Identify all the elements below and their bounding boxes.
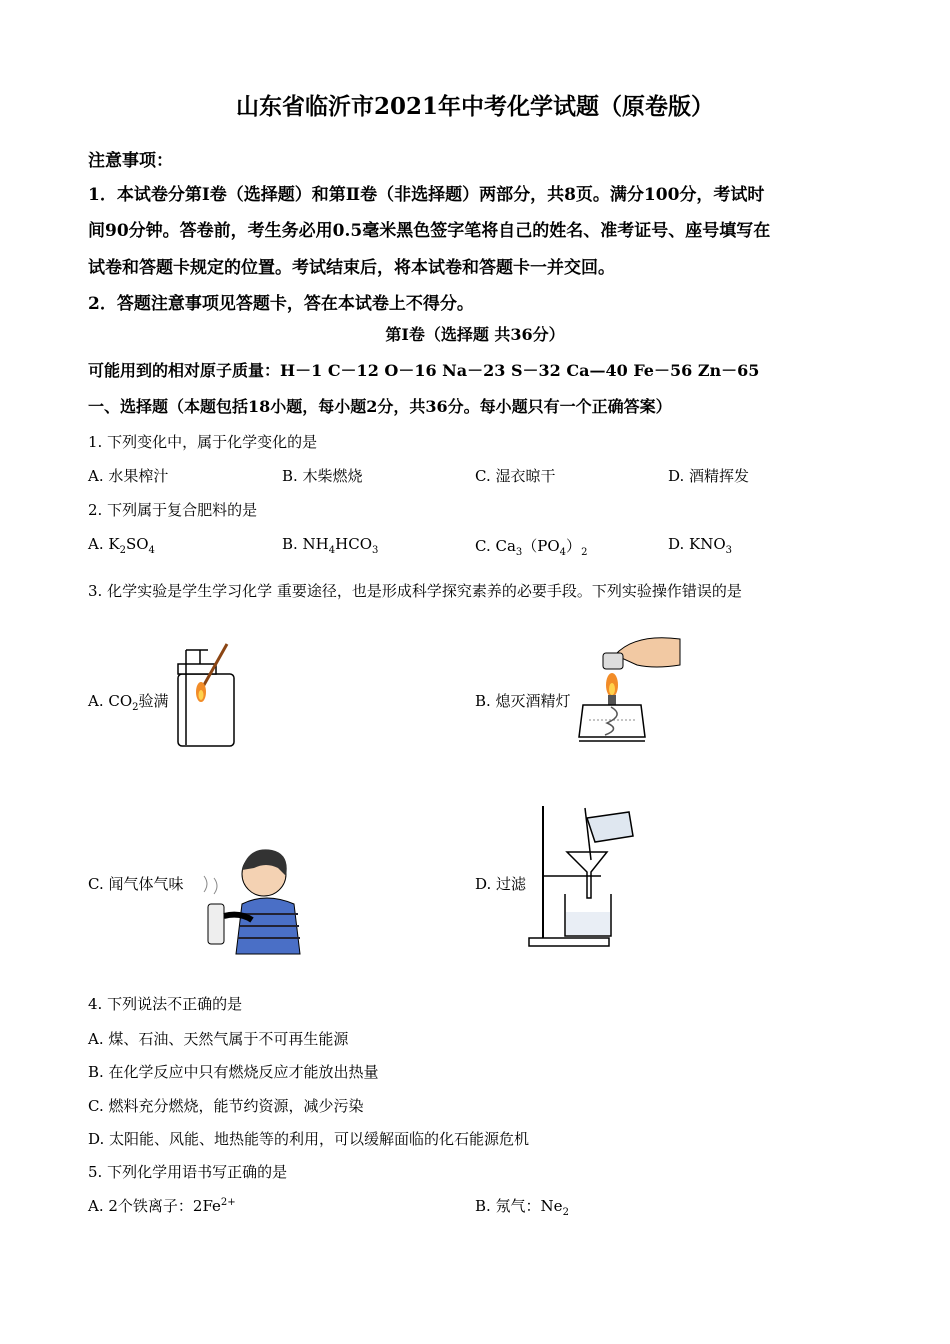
alcohol-lamp-figure <box>575 625 685 750</box>
q1-option-d: D. 酒精挥发 <box>668 467 750 485</box>
q5-stem: 5. 下列化学用语书写正确的是 <box>88 1163 288 1181</box>
q2-option-a: A. $K_2SO_4$ <box>88 535 155 556</box>
q1-option-c: C. 湿衣晾干 <box>475 467 556 485</box>
notice-item2: 2．答题注意事项见答题卡，答在本试卷上不得分。 <box>88 294 474 314</box>
q2-option-b: B. $NH_4HCO_3$ <box>282 535 379 556</box>
part1-heading: 一、选择题（本题包括18小题，每小题2分，共36分。每小题只有一个正确答案） <box>88 397 672 416</box>
notice-item1-line3: 试卷和答题卡规定的位置。考试结束后，将本试卷和答题卡一并交回。 <box>88 258 615 278</box>
notice-item1-line2: 间90分钟。答卷前，考生务必用0.5毫米黑色签字笔将自己的姓名、准考证号、座号填写在 <box>88 221 771 241</box>
q4-option-a: A. 煤、石油、天然气属于不可再生能源 <box>88 1030 349 1048</box>
co2-bottle-figure <box>172 640 242 750</box>
q2-option-d: D. $KNO_3$ <box>668 535 733 556</box>
filtration-figure <box>525 798 645 952</box>
q4-option-d: D. 太阳能、风能、地热能等的利用，可以缓解面临的化石能源危机 <box>88 1130 530 1148</box>
q3-option-d: D. 过滤 <box>475 875 527 893</box>
q1-option-a: A. 水果榨汁 <box>88 467 169 485</box>
q3-option-a: A. $CO_2$验满 <box>88 692 169 713</box>
section1-title: 第Ⅰ卷（选择题 共36分） <box>385 325 565 344</box>
atomic-masses: 可能用到的相对原子质量：H－1 C－12 O－16 Na－23 S－32 Ca—40 Fe－56 Zn－65 <box>88 361 760 380</box>
notice-item1-line1: 1．本试卷分第Ⅰ卷（选择题）和第Ⅱ卷（非选择题）两部分，共8页。满分100分，考试时 <box>88 185 765 205</box>
q3-option-b: B. 熄灭酒精灯 <box>475 692 571 710</box>
q1-stem: 1. 下列变化中，属于化学变化的是 <box>88 433 318 451</box>
q5-option-a: A. 2个铁离子：$2Fe^{2+}$ <box>88 1197 236 1215</box>
q2-option-c: C. $Ca_3(PO_4)_2$ <box>475 537 588 558</box>
q3-option-c: C. 闻气体气味 <box>88 875 184 893</box>
q1-option-b: B. 木柴燃烧 <box>282 467 363 485</box>
notice-heading: 注意事项： <box>88 151 173 171</box>
q4-option-c: C. 燃料充分燃烧，能节约资源，减少污染 <box>88 1097 364 1115</box>
q4-stem: 4. 下列说法不正确的是 <box>88 995 243 1013</box>
q5-option-b: B. 氖气：$Ne_2$ <box>475 1197 569 1218</box>
q2-stem: 2. 下列属于复合肥料的是 <box>88 501 258 519</box>
q3-stem: 3. 化学实验是学生学习化学 重要途径，也是形成科学探究素养的必要手段。下列实验操作错误的是 <box>88 582 742 600</box>
q4-option-b: B. 在化学反应中只有燃烧反应才能放出热量 <box>88 1063 379 1081</box>
smell-gas-figure <box>196 842 326 957</box>
page-title: 山东省临沂市2021年中考化学试题（原卷版） <box>235 93 714 120</box>
